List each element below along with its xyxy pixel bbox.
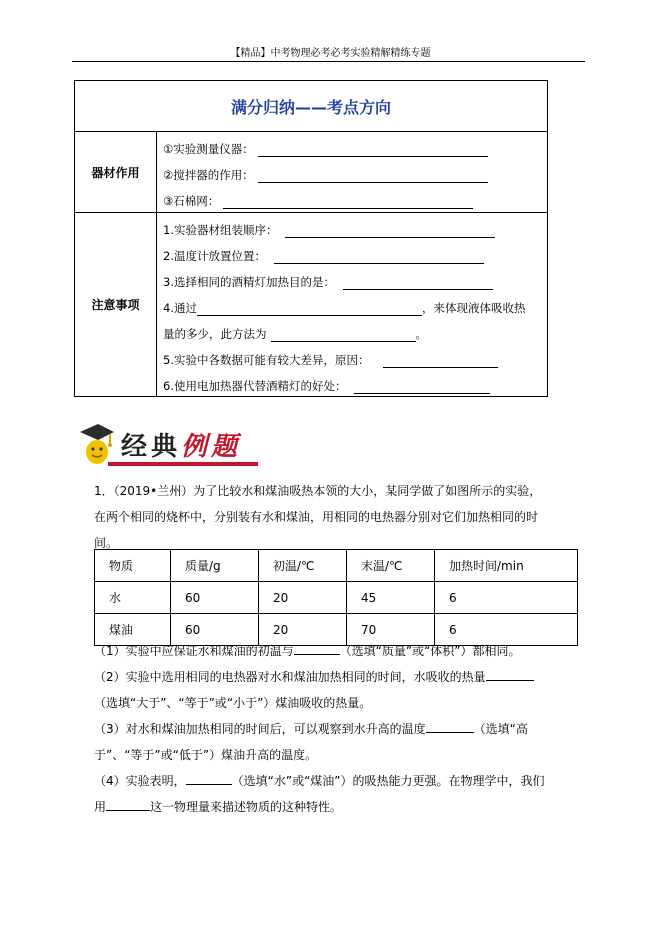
answer-blank — [285, 223, 495, 238]
header-divider — [72, 61, 585, 62]
answer-blank — [106, 796, 150, 811]
badge-underline — [108, 462, 258, 466]
table-row — [95, 582, 578, 614]
table-cell: 70 — [347, 614, 435, 646]
table-cell: 6 — [435, 614, 578, 646]
page-header: 【精品】中考物理必考必考实验精解精练专题 — [230, 48, 431, 59]
notes-label: 注意事项 — [75, 213, 157, 397]
table-cell: 煤油 — [95, 614, 171, 646]
table-header: 物质 — [95, 550, 171, 582]
answer-blank — [223, 194, 473, 209]
answer-blank — [271, 327, 416, 342]
answer-blank — [486, 666, 534, 681]
table-header: 初温/℃ — [259, 550, 347, 582]
note-item: 4.通过 — [163, 300, 197, 315]
question-4: （4）实验表明， （选填“水”或“煤油”）的吸热能力更强。在物理学中，我们 用 这一物理量来描述物质的这种特性。 — [94, 768, 586, 820]
table-cell: 6 — [435, 582, 578, 614]
table-header: 加热时间/min — [435, 550, 578, 582]
answer-blank — [343, 275, 493, 290]
question-2: （2）实验中选用相同的电热器对水和煤油加热相同的时间，水吸收的热量 （选填“大于”、“等于”或“小于”）煤油吸收的热量。 — [94, 664, 586, 716]
table-cell: 60 — [171, 614, 259, 646]
answer-blank — [294, 640, 340, 655]
intro-line: 1．（2019•兰州）为了比较水和煤油吸热本领的大小，某同学做了如图所示的实验， — [94, 484, 542, 498]
question-3: （3）对水和煤油加热相同的时间后，可以观察到水升高的温度 （选填“高 于”、“等于”或“低于”）煤油升高的温度。 — [94, 716, 586, 768]
answer-blank — [197, 301, 422, 316]
note-item: ，来体现液体吸收热 — [421, 300, 526, 315]
table-header: 末温/℃ — [347, 550, 435, 582]
table-header-row — [95, 550, 578, 582]
answer-blank — [258, 142, 488, 157]
section-badge-text: 经典例题 — [121, 432, 242, 462]
table-cell: 20 — [259, 614, 347, 646]
data-table — [94, 549, 578, 646]
table-header: 质量/g — [171, 550, 259, 582]
answer-blank — [383, 353, 498, 368]
equipment-rows — [157, 132, 548, 213]
note-item: 1.实验器材组装顺序： — [163, 222, 278, 237]
problem-intro — [94, 478, 584, 556]
intro-line: 间。 — [94, 536, 119, 550]
equipment-item: ②搅拌器的作用： — [163, 168, 254, 182]
note-item: 5.实验中各数据可能有较大差异，原因： — [163, 352, 370, 367]
summary-title: 满分归纳——考点方向 — [75, 81, 548, 132]
table-cell: 60 — [171, 582, 259, 614]
note-item: 2.温度计放置位置： — [163, 248, 266, 263]
answer-blank — [186, 770, 232, 785]
table-cell: 45 — [347, 582, 435, 614]
equipment-item: ①实验测量仪器： — [163, 142, 254, 156]
note-item: 。 — [415, 326, 427, 341]
answer-blank — [354, 379, 490, 394]
section-badge — [76, 422, 266, 468]
answer-blank — [426, 718, 474, 733]
intro-line: 在两个相同的烧杯中，分别装有水和煤油，用相同的电热器分别对它们加热相同的时 — [94, 510, 539, 524]
equipment-label: 器材作用 — [75, 132, 157, 213]
summary-table — [74, 80, 548, 397]
table-cell: 20 — [259, 582, 347, 614]
note-item: 量的多少，此方法为 — [163, 326, 267, 341]
table-cell: 水 — [95, 582, 171, 614]
equipment-item: ③石棉网： — [163, 194, 220, 208]
question-1: （1）实验中应保证水和煤油的初温与 （选填“质量”或“体积”）都相同。 — [94, 638, 586, 664]
notes-rows — [157, 213, 548, 397]
note-item: 3.选择相同的酒精灯加热目的是： — [163, 274, 335, 289]
answer-blank — [274, 249, 484, 264]
answer-blank — [258, 168, 488, 183]
note-item: 6.使用电加热器代替酒精灯的好处： — [163, 378, 347, 393]
